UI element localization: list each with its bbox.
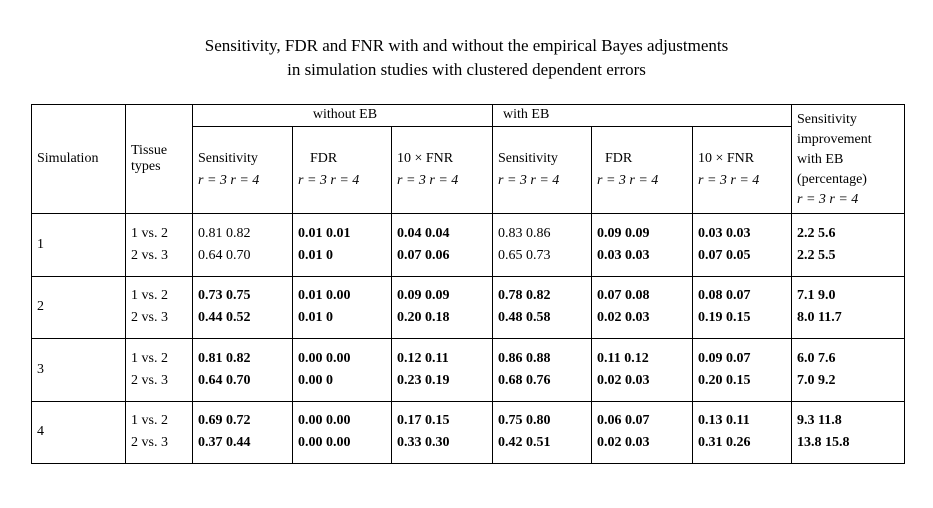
col-label: FDR <box>310 151 338 167</box>
col-label: Sensitivity <box>498 151 558 167</box>
header-improvement-r: r = 3 r = 4 <box>797 192 859 208</box>
cell-line: 0.08 0.07 <box>698 288 751 304</box>
cell-line: 0.02 0.03 <box>597 372 650 388</box>
header-w-fnr <box>693 126 792 214</box>
cell-line: 0.11 0.12 <box>597 350 649 366</box>
header-tissue-types <box>126 105 193 214</box>
header-wo-sensitivity <box>193 126 293 214</box>
table-row <box>32 214 905 276</box>
cell-wo-fnr <box>392 401 493 463</box>
cell-line: 1 vs. 2 <box>131 350 168 366</box>
cell-line: 0.20 0.15 <box>698 372 751 388</box>
cell-line: 8.0 11.7 <box>797 310 842 326</box>
cell-line: 2 vs. 3 <box>131 372 168 388</box>
cell-simulation: 3 <box>32 339 126 401</box>
cell-simulation: 1 <box>32 214 126 276</box>
cell-line: 0.78 0.82 <box>498 288 551 304</box>
cell-line: 2.2 5.6 <box>797 226 836 242</box>
cell-line: 2 vs. 3 <box>131 310 168 326</box>
col-sub-r: r = 3 r = 4 <box>298 173 360 189</box>
cell-line: 2 vs. 3 <box>131 248 168 264</box>
cell-line: 0.03 0.03 <box>597 248 650 264</box>
header-wo-fdr <box>293 126 392 214</box>
cell-line: 1 vs. 2 <box>131 226 168 242</box>
cell-line: 9.3 11.8 <box>797 413 842 429</box>
cell-w-sensitivity <box>493 339 592 401</box>
cell-line: 0.00 0.00 <box>298 350 351 366</box>
col-sub-r: r = 3 r = 4 <box>597 173 659 189</box>
col-sub-r: r = 3 r = 4 <box>498 173 560 189</box>
cell-wo-fdr <box>293 339 392 401</box>
cell-line: 0.01 0.01 <box>298 226 351 242</box>
cell-wo-fnr <box>392 276 493 338</box>
header-tissue-line-2: types <box>131 159 161 175</box>
cell-w-fdr <box>592 214 693 276</box>
header-improvement-line-2: improvement <box>797 132 872 148</box>
cell-line: 0.02 0.03 <box>597 435 650 451</box>
cell-line: 6.0 7.6 <box>797 350 836 366</box>
cell-simulation: 4 <box>32 401 126 463</box>
header-improvement-line-1: Sensitivity <box>797 112 857 128</box>
cell-wo-sensitivity <box>193 339 293 401</box>
cell-line: 7.1 9.0 <box>797 288 836 304</box>
cell-w-sensitivity <box>493 401 592 463</box>
cell-w-sensitivity <box>493 276 592 338</box>
cell-improvement <box>792 339 905 401</box>
cell-line: 0.00 0.00 <box>298 435 351 451</box>
cell-line: 0.64 0.70 <box>198 248 251 264</box>
header-with-eb: with EB <box>493 105 792 127</box>
header-tissue-line-1: Tissue <box>131 143 168 159</box>
cell-line: 0.02 0.03 <box>597 310 650 326</box>
cell-wo-fdr <box>293 276 392 338</box>
cell-w-fdr <box>592 276 693 338</box>
col-sub-r: r = 3 r = 4 <box>198 173 260 189</box>
col-sub-r: r = 3 r = 4 <box>397 173 459 189</box>
col-label: FDR <box>605 151 633 167</box>
cell-improvement <box>792 214 905 276</box>
header-improvement-line-4: (percentage) <box>797 172 867 188</box>
header-wo-fnr <box>392 126 493 214</box>
cell-w-fnr <box>693 214 792 276</box>
cell-line: 0.48 0.58 <box>498 310 551 326</box>
cell-line: 0.37 0.44 <box>198 435 251 451</box>
cell-w-fnr <box>693 401 792 463</box>
cell-line: 0.07 0.06 <box>397 248 450 264</box>
cell-w-fdr <box>592 339 693 401</box>
cell-tissue <box>126 401 193 463</box>
cell-line: 0.03 0.03 <box>698 226 751 242</box>
cell-w-fnr <box>693 339 792 401</box>
cell-line: 0.01 0 <box>298 248 333 264</box>
cell-line: 1 vs. 2 <box>131 288 168 304</box>
cell-improvement <box>792 401 905 463</box>
cell-wo-sensitivity <box>193 214 293 276</box>
cell-line: 7.0 9.2 <box>797 372 836 388</box>
cell-improvement <box>792 276 905 338</box>
cell-line: 0.01 0 <box>298 310 333 326</box>
cell-line: 0.75 0.80 <box>498 413 551 429</box>
table-row <box>32 401 905 463</box>
cell-wo-sensitivity <box>193 276 293 338</box>
header-improvement <box>792 105 905 214</box>
cell-line: 0.17 0.15 <box>397 413 450 429</box>
col-sub-r: r = 3 r = 4 <box>698 173 760 189</box>
cell-line: 0.09 0.09 <box>397 288 450 304</box>
cell-line: 0.33 0.30 <box>397 435 450 451</box>
cell-line: 0.86 0.88 <box>498 350 551 366</box>
results-table <box>31 104 905 464</box>
table-row <box>32 339 905 401</box>
header-w-fdr <box>592 126 693 214</box>
cell-line: 0.13 0.11 <box>698 413 750 429</box>
header-improvement-line-3: with EB <box>797 152 844 168</box>
cell-line: 0.09 0.07 <box>698 350 751 366</box>
cell-w-fnr <box>693 276 792 338</box>
cell-line: 0.01 0.00 <box>298 288 351 304</box>
cell-line: 0.07 0.05 <box>698 248 751 264</box>
cell-line: 13.8 15.8 <box>797 435 850 451</box>
cell-line: 0.04 0.04 <box>397 226 450 242</box>
col-label: Sensitivity <box>198 151 258 167</box>
cell-line: 0.31 0.26 <box>698 435 751 451</box>
cell-line: 0.00 0.00 <box>298 413 351 429</box>
col-label: 10 × FNR <box>397 151 454 167</box>
cell-line: 0.65 0.73 <box>498 248 551 264</box>
caption-line-2: in simulation studies with clustered dependent errors <box>287 60 646 79</box>
cell-wo-sensitivity <box>193 401 293 463</box>
header-simulation: Simulation <box>32 105 126 214</box>
cell-line: 0.68 0.76 <box>498 372 551 388</box>
cell-line: 0.73 0.75 <box>198 288 251 304</box>
cell-line: 0.23 0.19 <box>397 372 450 388</box>
cell-tissue <box>126 276 193 338</box>
cell-simulation: 2 <box>32 276 126 338</box>
cell-line: 2 vs. 3 <box>131 435 168 451</box>
header-w-sensitivity <box>493 126 592 214</box>
col-label: 10 × FNR <box>698 151 755 167</box>
cell-wo-fnr <box>392 214 493 276</box>
caption-line-1: Sensitivity, FDR and FNR with and without the empirical Bayes adjustments <box>204 36 729 55</box>
cell-line: 0.20 0.18 <box>397 310 450 326</box>
header-without-eb: without EB <box>193 105 493 127</box>
cell-line: 0.00 0 <box>298 372 333 388</box>
cell-wo-fnr <box>392 339 493 401</box>
cell-line: 0.09 0.09 <box>597 226 650 242</box>
cell-line: 0.69 0.72 <box>198 413 251 429</box>
cell-w-fdr <box>592 401 693 463</box>
cell-line: 0.81 0.82 <box>198 350 251 366</box>
cell-tissue <box>126 339 193 401</box>
cell-line: 0.06 0.07 <box>597 413 650 429</box>
table-caption <box>0 34 933 82</box>
cell-line: 0.42 0.51 <box>498 435 551 451</box>
cell-line: 0.83 0.86 <box>498 226 551 242</box>
cell-wo-fdr <box>293 401 392 463</box>
cell-line: 0.19 0.15 <box>698 310 751 326</box>
cell-line: 0.81 0.82 <box>198 226 251 242</box>
cell-line: 0.44 0.52 <box>198 310 251 326</box>
cell-line: 2.2 5.5 <box>797 248 836 264</box>
cell-wo-fdr <box>293 214 392 276</box>
cell-line: 0.12 0.11 <box>397 350 449 366</box>
cell-line: 1 vs. 2 <box>131 413 168 429</box>
cell-w-sensitivity <box>493 214 592 276</box>
table-row <box>32 276 905 338</box>
cell-tissue <box>126 214 193 276</box>
cell-line: 0.64 0.70 <box>198 372 251 388</box>
cell-line: 0.07 0.08 <box>597 288 650 304</box>
